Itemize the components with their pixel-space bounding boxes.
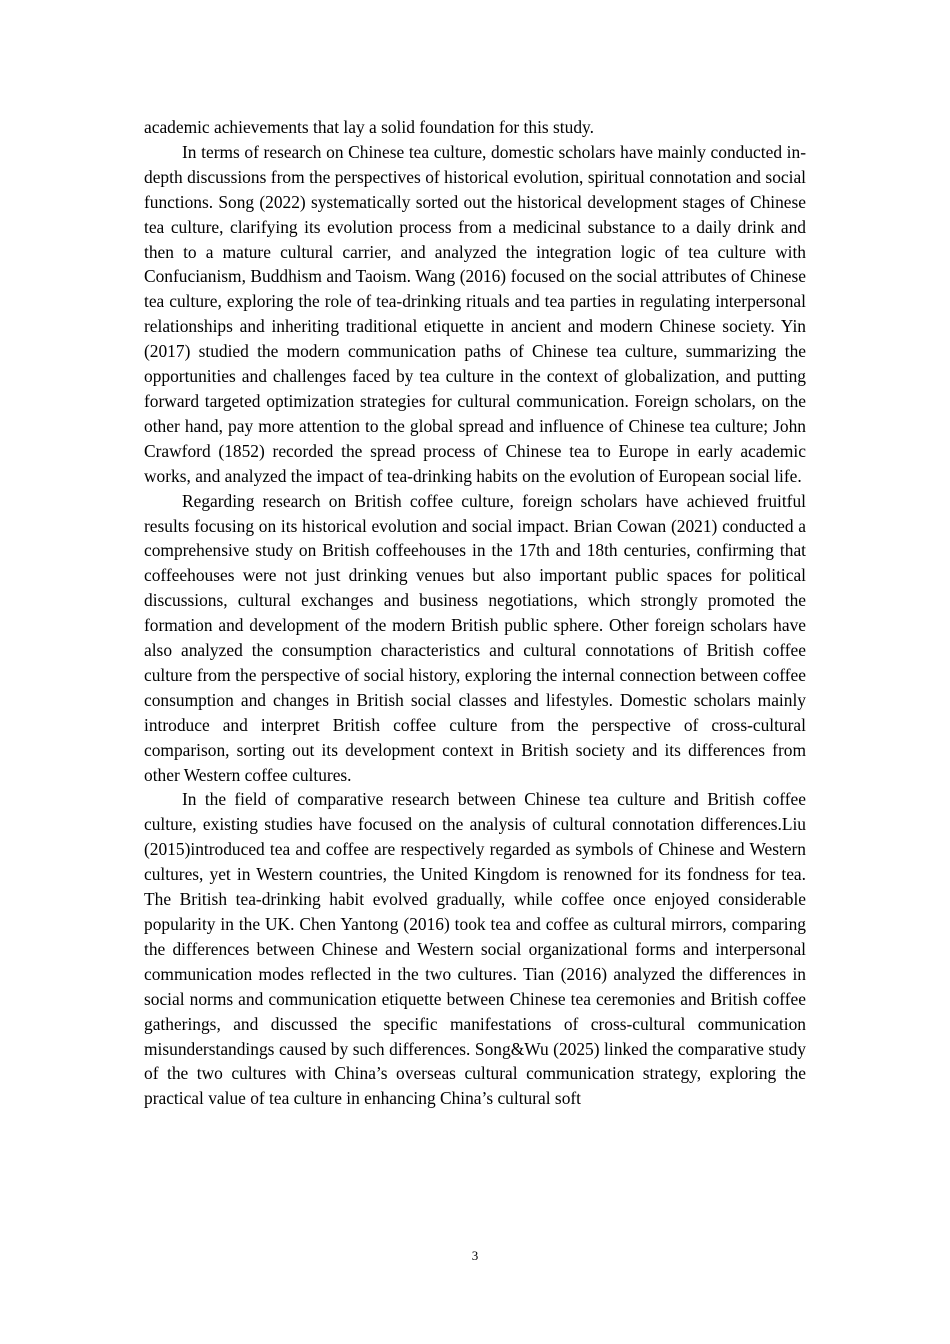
paragraph-british-coffee-research: Regarding research on British coffee culture, foreign scholars have achieved fruitful results focusing on its historical evolution and social impact. Brian Cowan (2021) conducted a comprehensive study on British coffeehouses in the 17th and 18th centuries, confirming that coffeehouses were not just drinking venues but also important public spaces for political discussions, cultural exchanges and business negotiations, which strongly promoted the formation and development of the modern British public sphere. Other foreign scholars have also analyzed the consumption characteristics and cultural connotations of British coffee culture from the perspective of social history, exploring the internal connection between coffee consumption and changes in British social classes and lifestyles. Domestic scholars mainly introduce and interpret British coffee culture from the perspective of cross-cultural comparison, sorting out its development context in British society and its differences from other Western coffee cultures.: [144, 490, 806, 785]
paragraph-continuation: academic achievements that lay a solid foundation for this study.: [144, 117, 594, 137]
paragraph-comparative-research: In the field of comparative research between Chinese tea culture and British coffee culture, existing studies have focused on the analysis of cultural connotation differences.Liu (2015)introduced tea and coffee are respectively regarded as symbols of Chinese and Western cultures, yet in Western countries, the United Kingdom is renowned for its fondness for tea. The British tea-drinking habit evolved gradually, while coffee once enjoyed considerable popularity in the UK. Chen Yantong (2016) took tea and coffee as cultural mirrors, comparing the differences between Chinese and Western social organizational forms and interpersonal communication modes reflected in the two cultures. Tian (2016) analyzed the differences in social norms and communication etiquette between Chinese tea ceremonies and British coffee gatherings, and discussed the specific manifestations of cross-cultural communication misunderstandings caused by such differences. Song&Wu (2025) linked the comparative study of the two cultures with China’s overseas cultural communication strategy, exploring the practical value of tea culture in enhancing China’s cultural soft: [144, 789, 806, 1109]
page-number: 3: [471, 1248, 479, 1263]
body-text: [144, 115, 806, 1111]
paragraph-chinese-tea-research: In terms of research on Chinese tea culture, domestic scholars have mainly conducted in-depth discussions from the perspectives of historical evolution, spiritual connotation and social functions. Song (2022) systematically sorted out the historical development stages of Chinese tea culture, clarifying its evolution process from a medicinal substance to a daily drink and then to a mature cultural carrier, and analyzed the integration logic of tea culture with Confucianism, Buddhism and Taoism. Wang (2016) focused on the social attributes of Chinese tea culture, exploring the role of tea-drinking rituals and tea parties in regulating interpersonal relationships and inheriting traditional etiquette in ancient and modern Chinese society. Yin (2017) studied the modern communication paths of Chinese tea culture, summarizing the opportunities and challenges faced by tea culture in the context of globalization, and putting forward targeted optimization strategies for cultural communication. Foreign scholars, on the other hand, pay more attention to the global spread and influence of Chinese tea culture; John Crawford (1852) recorded the spread process of Chinese tea to Europe in early academic works, and analyzed the impact of tea-drinking habits on the evolution of European social life.: [144, 141, 806, 486]
